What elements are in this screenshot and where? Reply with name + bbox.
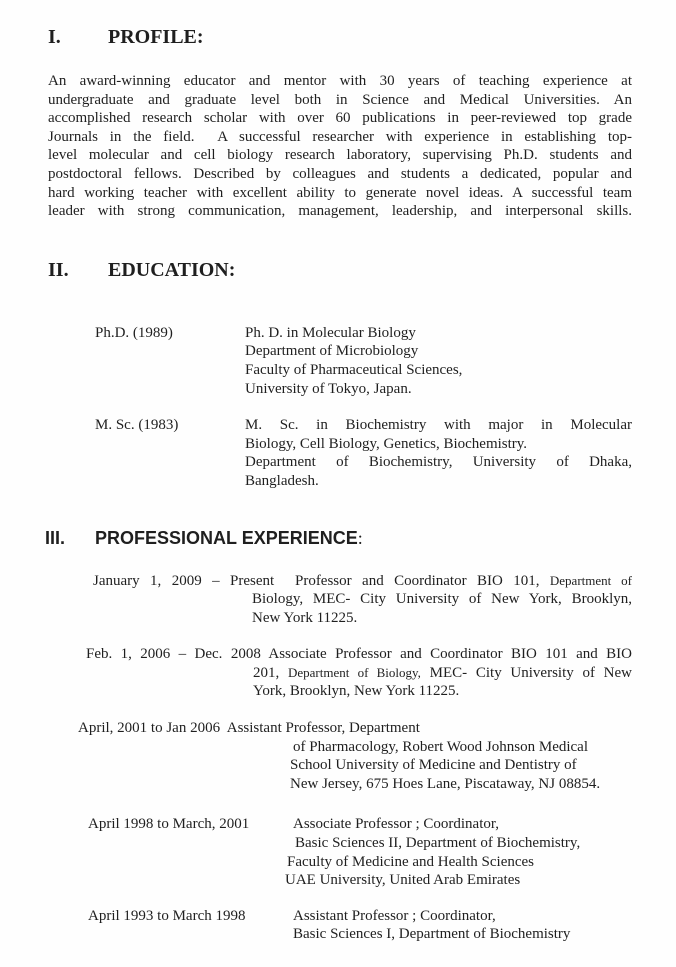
degree-label: M. Sc. (1983) [95,417,179,434]
degree-details [245,324,632,398]
experience-role: Assistant Professor ; Coordinator, [293,907,496,924]
profile-paragraph [48,72,632,221]
profile-line: undergraduate and graduate level both in Science and Medical Universities. An [48,91,632,108]
education-entry-phd [95,324,632,398]
degree-detail-line: Ph. D. in Molecular Biology [245,324,416,341]
section-education [48,259,632,491]
section-profile [48,26,632,221]
experience-line [88,815,632,834]
profile-heading-number: I. [48,26,61,48]
experience-line [93,572,632,591]
degree-details [245,416,632,490]
section-experience [45,527,633,945]
experience-entry [48,572,632,628]
experience-date: April 1998 to March, 2001 [88,816,250,833]
experience-line-text-small: Department of Biology, [287,664,421,680]
profile-line: leader with strong communication, management, leadership, and interpersonal skills. [48,203,632,220]
experience-date: April 1993 to March 1998 [88,907,246,924]
profile-line: Journals in the field. A successful researcher with experience in establishing top- [48,128,632,145]
experience-line: Basic Sciences I, Department of Biochemistry [293,926,571,943]
experience-line: New Jersey, 675 Hoes Lane, Piscataway, NJ 08854. [290,775,601,792]
experience-line [253,664,632,683]
experience-line: School University of Medicine and Dentistry of [290,757,577,774]
profile-heading-title: PROFILE: [108,26,204,48]
degree-detail-line: University of Tokyo, Japan. [245,380,412,397]
experience-entry [48,645,632,701]
experience-role: Associate Professor ; Coordinator, [293,816,500,833]
experience-line: Feb. 1, 2006 – Dec. 2008 Associate Professor and Coordinator BIO 101 and BIO [86,646,632,663]
experience-line-text: 201, [253,664,288,681]
profile-line: hard working teacher with excellent ability to generate novel ideas. A successful team [48,184,632,201]
profile-line: An award-winning educator and mentor with 30 years of teaching experience at [48,73,632,89]
education-entry-msc [95,416,632,490]
experience-line-text: January 1, 2009 – Present Professor and Coordinator BIO 101, [93,572,550,589]
experience-entry [48,815,632,889]
degree-detail-line: Faculty of Pharmaceutical Sciences, [245,361,463,378]
education-heading [48,259,632,282]
experience-line-text: MEC- City University of New [420,664,633,681]
profile-line: accomplished research scholar with over 60 publications in peer-reviewed top grade [48,110,632,127]
experience-line [88,907,632,926]
experience-heading-number: III. [45,527,66,548]
education-heading-title: EDUCATION: [108,258,236,281]
experience-line-text-small: Department of [549,572,632,588]
degree-label: Ph.D. (1989) [95,324,173,341]
experience-line: Faculty of Medicine and Health Sciences [287,853,535,870]
experience-line: New York 11225. [252,609,358,626]
experience-line: York, Brooklyn, New York 11225. [253,683,460,700]
profile-line: level molecular and cell biology research laboratory, supervising Ph.D. students and [48,147,632,164]
degree-detail-line: Department of Biochemistry, University of Dhaka, [245,454,632,471]
experience-line: Biology, MEC- City University of New York, Brooklyn, [252,591,632,608]
experience-line: Basic Sciences II, Department of Biochemistry, [295,835,581,852]
profile-heading [48,26,632,49]
education-heading-number: II. [48,258,69,281]
experience-line: April, 2001 to Jan 2006 Assistant Professor, Department [78,720,420,737]
degree-detail-line: Bangladesh. [245,472,319,489]
experience-heading-title: PROFESSIONAL EXPERIENCE [95,527,358,548]
profile-line: postdoctoral fellows. Described by colleagues and students a dedicated, popular and [48,165,632,182]
degree-detail-line: Department of Microbiology [245,343,419,360]
experience-entry [48,907,632,944]
experience-line: UAE University, United Arab Emirates [285,872,521,889]
experience-line: of Pharmacology, Robert Wood Johnson Medical [293,738,588,755]
degree-detail-line: Biology, Cell Biology, Genetics, Biochemistry. [245,435,528,452]
experience-entry [48,719,632,793]
degree-detail-line: M. Sc. in Biochemistry with major in Molecular [245,417,632,434]
experience-heading [45,527,632,550]
experience-heading-colon: : [357,527,363,548]
